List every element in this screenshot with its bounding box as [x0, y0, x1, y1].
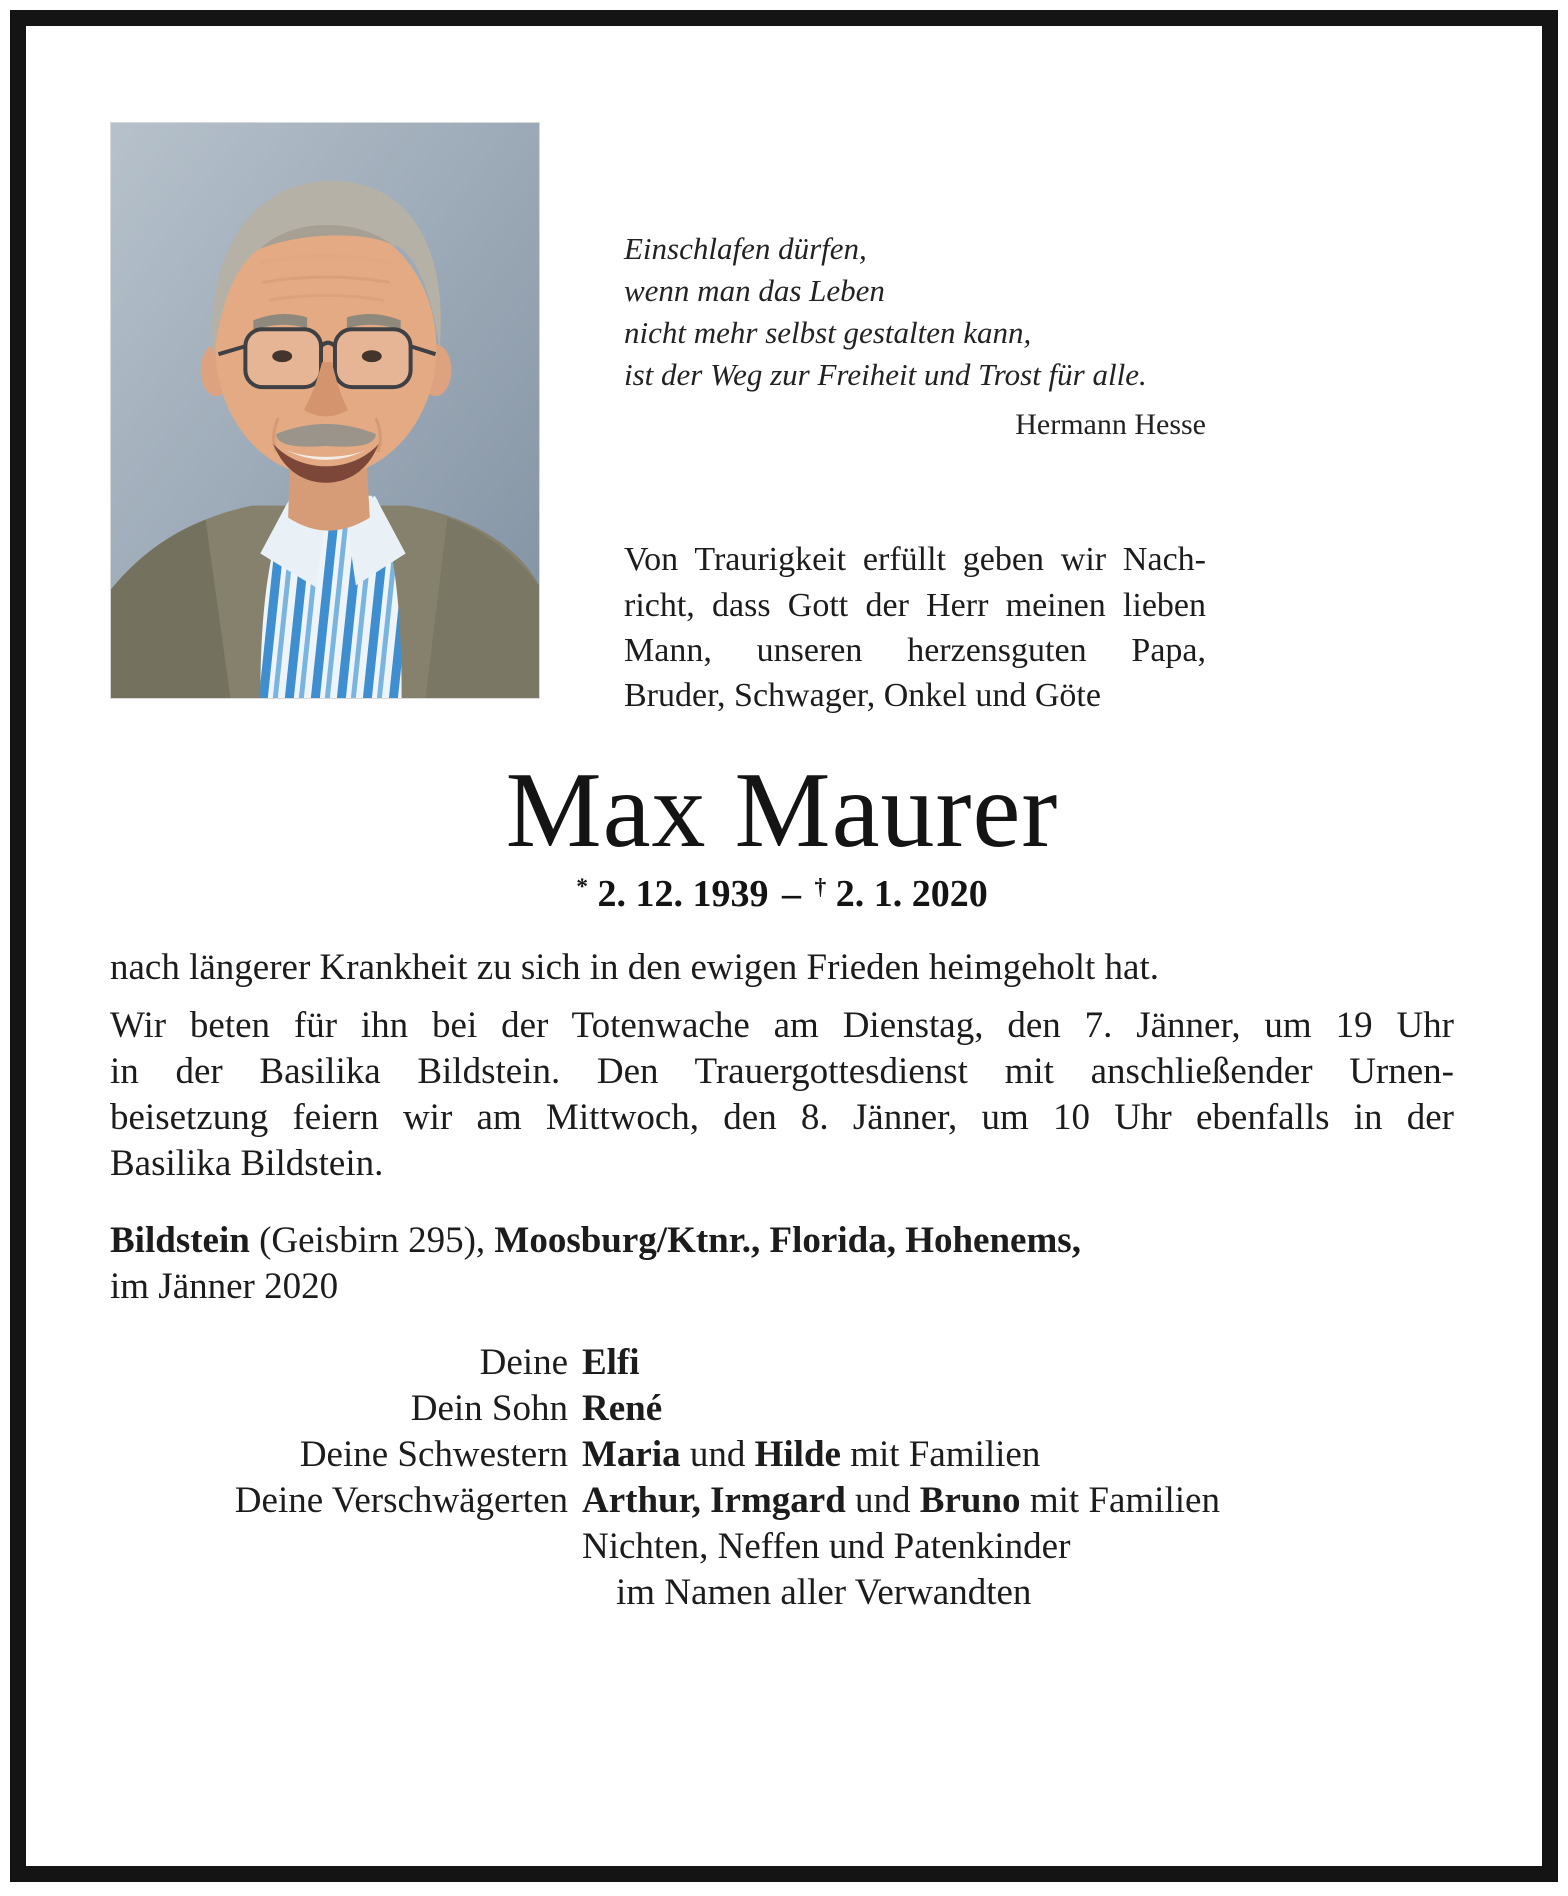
paragraph-service	[110, 1003, 1454, 1187]
death-date: 2. 1. 2020	[835, 872, 988, 915]
family-name: Elfi	[582, 1342, 640, 1384]
service-line: Basilika Bildstein.	[110, 1142, 384, 1184]
family-text: und	[845, 1479, 920, 1521]
family-row	[110, 1432, 1454, 1478]
memorial-quote	[624, 228, 1206, 445]
location-places: Moosburg/Ktnr., Florida, Hohenems,	[494, 1220, 1081, 1262]
portrait-illustration	[111, 123, 539, 698]
family-name: René	[582, 1388, 663, 1430]
death-symbol: †	[814, 873, 827, 900]
quote-line: wenn man das Leben	[624, 273, 885, 309]
announcement-text	[624, 537, 1206, 718]
family-row	[110, 1340, 1454, 1386]
quote-author: Hermann Hesse	[1015, 407, 1206, 441]
quote-line: nicht mehr selbst gestalten kann,	[624, 315, 1032, 351]
life-dates	[110, 870, 1454, 919]
service-line: in der Basilika Bildstein. Den Trauergottesdienst mit anschließender Urnen-	[110, 1050, 1454, 1092]
family-name: Arthur, Irmgard	[582, 1479, 846, 1521]
family-relation: Deine Verschwägerten	[234, 1479, 568, 1521]
paragraph-death: nach längerer Krankheit zu sich in den ewigen Frieden heimgeholt hat.	[110, 947, 1159, 989]
family-names	[582, 1570, 1454, 1616]
family-text: mit Familien	[1020, 1479, 1220, 1521]
service-line: Wir beten für ihn bei der Totenwache am Dienstag, den 7. Jänner, um 19 Uhr	[110, 1004, 1454, 1046]
quote-line: ist der Weg zur Freiheit und Trost für alle.	[624, 357, 1147, 393]
family-text: mit Familien	[840, 1433, 1041, 1475]
family-row	[110, 1570, 1454, 1616]
announcement-line: richt, dass Gott der Herr meinen lieben	[624, 586, 1206, 624]
family-row	[110, 1524, 1454, 1570]
family-text: Nichten, Neffen und Patenkinder	[582, 1525, 1071, 1567]
family-names	[582, 1432, 1454, 1478]
service-line: beisetzung feiern wir am Mittwoch, den 8. Jänner, um 10 Uhr ebenfalls in der	[110, 1096, 1454, 1138]
birth-date: 2. 12. 1939	[597, 872, 769, 915]
family-name: Maria	[582, 1433, 681, 1475]
dates-separator: –	[782, 872, 801, 915]
family-list	[110, 1340, 1454, 1615]
family-relation	[110, 1570, 568, 1616]
top-section	[110, 122, 1454, 718]
announcement-line: Mann, unseren herzensguten Papa,	[624, 631, 1206, 669]
family-names	[582, 1478, 1454, 1524]
family-names	[582, 1386, 1454, 1432]
family-text: und	[680, 1433, 755, 1475]
family-row	[110, 1386, 1454, 1432]
family-relation	[110, 1524, 568, 1570]
obituary-content	[52, 52, 1516, 1836]
announcement-line: Bruder, Schwager, Onkel und Göte	[624, 677, 1101, 715]
family-text: im Namen aller Verwandten	[616, 1571, 1032, 1613]
location-block	[110, 1218, 1454, 1310]
portrait-photo	[110, 122, 540, 699]
deceased-name: Max Maurer	[505, 751, 1059, 871]
location-date: im Jänner 2020	[110, 1266, 339, 1308]
quote-line: Einschlafen dürfen,	[624, 231, 867, 266]
family-name: Hilde	[754, 1433, 841, 1475]
birth-symbol: *	[576, 873, 588, 900]
family-relation: Dein Sohn	[410, 1388, 568, 1430]
announcement-line: Von Traurigkeit erfüllt geben wir Nach-	[624, 541, 1206, 579]
location-address: (Geisbirn 295),	[249, 1220, 495, 1262]
family-names	[582, 1340, 1454, 1386]
family-name: Bruno	[919, 1479, 1021, 1521]
location-town: Bildstein	[110, 1220, 250, 1262]
family-relation: Deine Schwestern	[299, 1433, 568, 1475]
location-line	[110, 1218, 1454, 1264]
right-column	[624, 122, 1206, 718]
black-border-frame	[10, 10, 1558, 1882]
family-names	[582, 1524, 1454, 1570]
family-relation: Deine	[479, 1342, 568, 1384]
family-row	[110, 1478, 1454, 1524]
